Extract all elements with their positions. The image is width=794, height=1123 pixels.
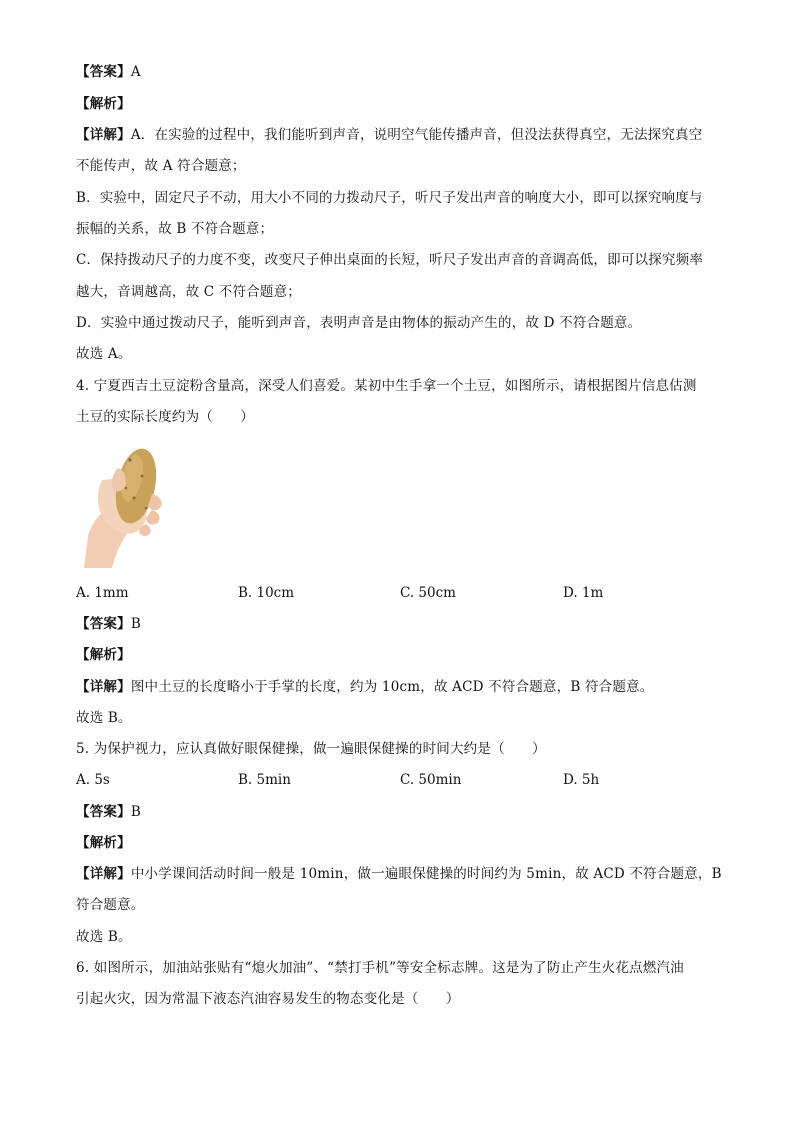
q4-option-a: A. 1mm	[76, 585, 129, 601]
q3-detail-line-5: C．保持拨动尺子的力度不变，改变尺子伸出桌面的长短，听尺子发出声音的音调高低，即可以探究频率	[76, 252, 704, 268]
detail-label: 【详解】	[76, 127, 131, 143]
q5-detail-line-2: 符合题意。	[76, 897, 145, 913]
q6-stem-line-1: 6. 如图所示，加油站张贴有“熄火加油”、“禁打手机”等安全标志牌。这是为了防止产生火花点燃汽油	[76, 960, 684, 976]
q3-answer-line	[76, 62, 141, 82]
q4-stem-line-1: 4. 宁夏西吉土豆淀粉含量高，深受人们喜爱。某初中生手拿一个土豆，如图所示，请根据图片信息估测	[76, 378, 697, 394]
q4-answer-value: B	[130, 616, 141, 632]
q3-detail-line-4: 振幅的关系，故 B 不符合题意；	[76, 221, 274, 237]
q3-answer-value: A	[130, 64, 141, 80]
q5-option-c: C. 50min	[400, 772, 462, 788]
q4-conclusion: 故选 B。	[76, 710, 132, 726]
q4-option-c: C. 50cm	[400, 585, 456, 601]
q3-detail-line-7: D．实验中通过拨动尺子，能听到声音，表明声音是由物体的振动产生的，故 D 不符合题意。	[76, 315, 642, 331]
q3-conclusion: 故选 A。	[76, 346, 132, 362]
answer-label: 【答案】	[76, 64, 131, 80]
q3-detail-line-1	[76, 125, 702, 145]
q5-analysis-label: 【解析】	[76, 835, 131, 851]
q5-answer-value: B	[130, 804, 141, 820]
q3-detail-line-2: 不能传声，故 A 符合题意；	[76, 158, 246, 174]
detail-label: 【详解】	[76, 679, 131, 695]
hand-holding-potato-image	[82, 438, 178, 568]
q3-detail-line-3: B．实验中，固定尺子不动，用大小不同的力拨动尺子，听尺子发出声音的响度大小，即可以探究响度与	[76, 190, 703, 206]
q4-option-d: D. 1m	[563, 585, 604, 601]
q3-detail-text: A．在实验的过程中，我们能听到声音，说明空气能传播声音，但没法获得真空，无法探究真空	[130, 127, 703, 143]
q4-option-b: B. 10cm	[238, 585, 295, 601]
q4-stem-line-2: 土豆的实际长度约为（ ）	[76, 409, 255, 425]
answer-label: 【答案】	[76, 616, 131, 632]
q6-stem-line-2: 引起火灾，因为常温下液态汽油容易发生的物态变化是（ ）	[76, 991, 460, 1007]
q5-stem: 5. 为保护视力，应认真做好眼保健操，做一遍眼保健操的时间大约是（ ）	[76, 741, 546, 757]
q3-analysis-label: 【解析】	[76, 96, 131, 112]
q5-detail-line-1	[76, 864, 722, 884]
detail-label: 【详解】	[76, 866, 131, 882]
q5-conclusion: 故选 B。	[76, 929, 132, 945]
q4-answer-line	[76, 614, 141, 634]
q4-analysis-label: 【解析】	[76, 647, 131, 663]
q5-option-a: A. 5s	[76, 772, 110, 788]
q5-option-d: D. 5h	[563, 772, 600, 788]
q5-detail-text: 中小学课间活动时间一般是 10min，做一遍眼保健操的时间约为 5min，故 ACD 不符合题意，B	[130, 866, 722, 882]
q5-option-b: B. 5min	[238, 772, 291, 788]
q4-detail-line	[76, 677, 653, 697]
q3-detail-line-6: 越大，音调越高，故 C 不符合题意；	[76, 284, 302, 300]
answer-label: 【答案】	[76, 804, 131, 820]
q4-detail-text: 图中土豆的长度略小于手掌的长度，约为 10cm，故 ACD 不符合题意，B 符合题意。	[130, 679, 654, 695]
q5-answer-line	[76, 802, 141, 822]
